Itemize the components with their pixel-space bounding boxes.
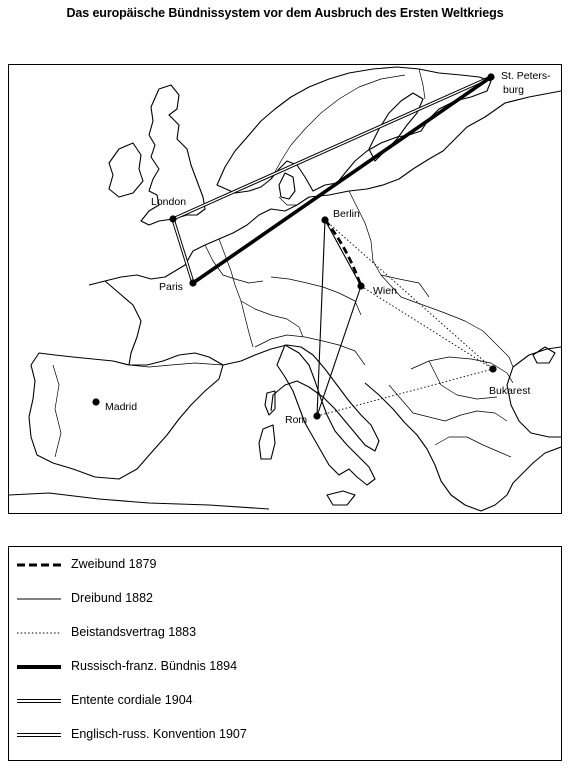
continent-north-coast <box>89 91 561 285</box>
legend-label-zweibund: Zweibund 1879 <box>71 557 157 571</box>
legend <box>8 546 562 761</box>
city-label-paris: Paris <box>159 281 183 293</box>
denmark-outline <box>279 173 295 199</box>
city-label-bukarest: Bukarest <box>489 385 531 397</box>
legend-swatch-thick <box>15 661 63 673</box>
border-germany-austria <box>271 277 361 315</box>
legend-item-beistandsvertrag <box>9 623 561 643</box>
city-label-london: London <box>151 196 187 208</box>
legend-item-russisch-franz <box>9 657 561 677</box>
border-ottoman <box>435 437 511 457</box>
border-norway-sweden <box>271 75 405 179</box>
border-switzerland <box>241 301 303 337</box>
sardinia-outline <box>259 425 275 459</box>
city-dot-wien <box>357 282 364 289</box>
city-dot-st-petersburg <box>487 73 494 80</box>
legend-swatch-dashed-bold <box>15 559 63 571</box>
mediterranean-north-coast <box>223 345 379 451</box>
city-dot-bukarest <box>489 365 496 372</box>
coastlines <box>9 67 561 511</box>
legend-swatch-thin <box>15 593 63 605</box>
legend-label-russisch-franz: Russisch-franz. Bündnis 1894 <box>71 659 238 673</box>
north-africa-coast <box>9 493 269 509</box>
englisch-russ-konvention-line <box>173 77 491 219</box>
legend-item-englisch-russ <box>9 725 561 745</box>
legend-item-entente <box>9 691 561 711</box>
crimea-outline <box>533 347 555 363</box>
entente-cordiale-line <box>173 219 193 283</box>
legend-item-zweibund <box>9 555 561 575</box>
ireland-outline <box>109 143 143 197</box>
legend-item-dreibund <box>9 589 561 609</box>
legend-label-dreibund: Dreibund 1882 <box>71 591 154 605</box>
iberia-outline <box>29 353 223 479</box>
border-russia-sweden <box>419 69 425 99</box>
scandinavia-outline <box>217 67 491 193</box>
city-dot-london <box>169 215 176 222</box>
legend-label-entente: Entente cordiale 1904 <box>71 693 193 707</box>
city-label-madrid: Madrid <box>105 401 138 413</box>
city-dot-paris <box>189 279 196 286</box>
balkan-coast <box>365 383 561 511</box>
border-portugal <box>53 365 61 457</box>
legend-label-beistandsvertrag: Beistandsvertrag 1883 <box>71 625 197 639</box>
france-west-coast <box>105 281 141 365</box>
dreibund-lines <box>317 220 361 416</box>
border-belgium-netherlands <box>205 245 263 283</box>
city-label-berlin: Berlin <box>333 208 360 220</box>
city-label-st-petersburg-2: burg <box>503 84 525 96</box>
city-dot-rom <box>313 412 320 419</box>
legend-swatch-double <box>15 695 63 707</box>
city-label-st-petersburg-1: St. Peters- <box>501 70 551 82</box>
city-label-wien: Wien <box>373 285 397 297</box>
border-austria-italy <box>255 335 365 365</box>
city-dot-berlin <box>321 216 328 223</box>
border-germany-russia <box>349 191 429 297</box>
borders <box>53 69 513 457</box>
europe-map-svg <box>9 65 561 513</box>
europe-map <box>8 64 562 514</box>
border-austria-russia <box>381 275 513 367</box>
cities <box>92 70 551 426</box>
legend-swatch-dotted <box>15 627 63 639</box>
city-dot-madrid <box>92 398 99 405</box>
map-title: Das europäische Bündnissystem vor dem Ausbruch des Ersten Weltkriegs <box>66 6 504 20</box>
sicily-outline <box>327 491 355 505</box>
city-label-rom: Rom <box>285 414 308 426</box>
legend-swatch-double <box>15 729 63 741</box>
legend-label-englisch-russ: Englisch-russ. Konvention 1907 <box>71 727 247 741</box>
